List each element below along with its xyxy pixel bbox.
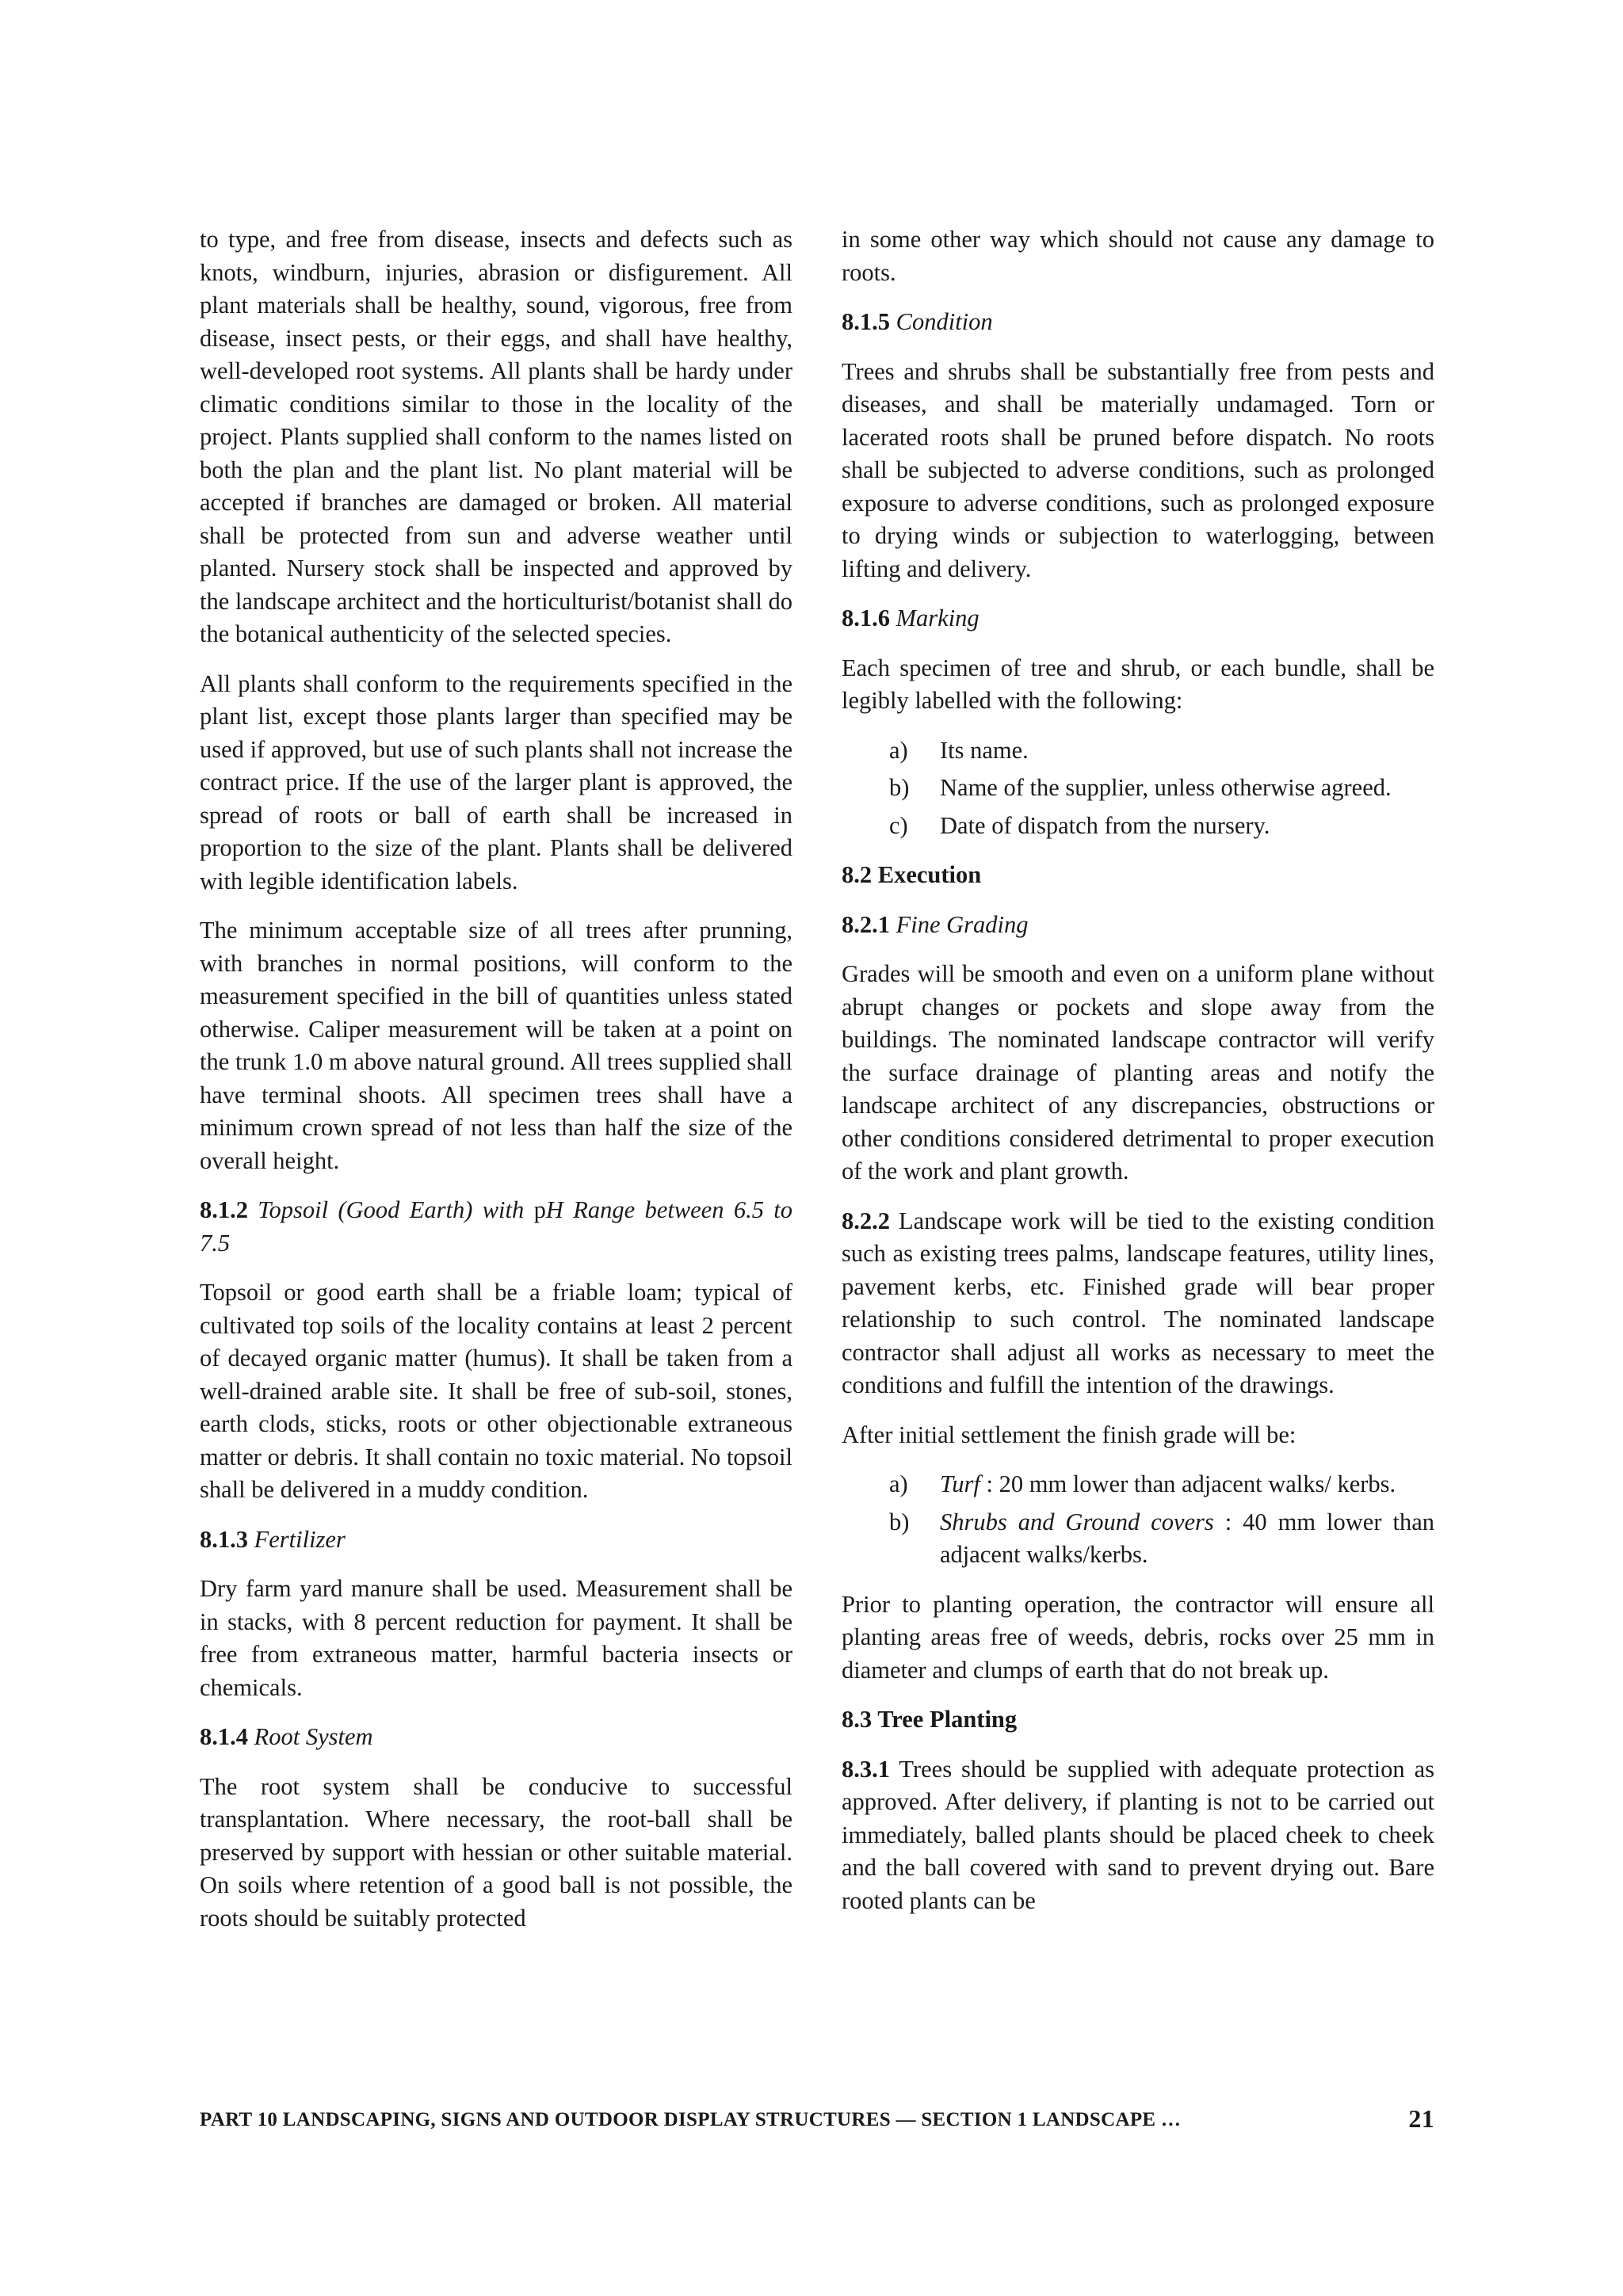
paragraph-root-system: The root system shall be conducive to successful transplantation. Where necessary, the root-ball shall be preserved by support with hessian or other suitable material. On soils where retention of a good ball is not possible, the roots should be suitably protected: [200, 1772, 792, 1932]
list-marker: b): [889, 774, 910, 801]
page-number: 21: [1408, 2104, 1434, 2133]
paragraph-fertilizer: Dry farm yard manure shall be used. Measurement shall be in stacks, with 8 percent reduction for payment. It shall be free from extraneous matter, harmful bacteria insects or chemicals.: [200, 1575, 792, 1701]
list-marker: b): [889, 1508, 910, 1535]
heading-8-1-3: [200, 1524, 792, 1557]
clause-number: 8.3.1: [842, 1755, 890, 1783]
list-item: [842, 1506, 1434, 1572]
heading-title: Topsoil (Good Earth) with: [258, 1196, 525, 1223]
heading-title-ph-p: p: [533, 1196, 546, 1223]
heading-8-1-2: [200, 1194, 792, 1260]
paragraph-8-2-2: [842, 1205, 1434, 1402]
heading-number: 8.1.4: [200, 1723, 248, 1750]
heading-8-2-execution: 8.2 Execution: [842, 861, 982, 888]
grade-list: [842, 1468, 1434, 1572]
right-column: [842, 223, 1434, 1934]
heading-title: Fine Grading: [896, 910, 1029, 938]
heading-title: Fertilizer: [254, 1525, 346, 1553]
heading-8-1-4: [200, 1721, 792, 1754]
paragraph-topsoil: Topsoil or good earth shall be a friable loam; typical of cultivated top soils of the locality contains at least 2 percent of decayed organic matter (humus). It shall be taken from a well-drained arable site. It shall be free of sub-soil, stones, earth clods, sticks, roots or other objectionable extraneous matter or debris. It shall contain no toxic material. No topsoil shall be delivered in a muddy condition.: [200, 1279, 792, 1503]
paragraph-finish-grade: After initial settlement the finish grade will be:: [842, 1421, 1296, 1448]
marking-list: [842, 734, 1434, 843]
list-item-text: : 20 mm lower than adjacent walks/ kerbs.: [980, 1470, 1396, 1497]
footer-running-title: PART 10 LANDSCAPING, SIGNS AND OUTDOOR DISPLAY STRUCTURES — SECTION 1 LANDSCAPE …: [200, 2109, 1182, 2130]
heading-8-1-6: [842, 602, 1434, 635]
paragraph-plant-quality: to type, and free from disease, insects and defects such as knots, windburn, injuries, abrasion or disfigurement. All plant materials shall be healthy, sound, vigorous, free from disease, insect pests, or their eggs, and shall have healthy, well-developed root systems. All plants shall be hardy under climatic conditions similar to those in the locality of the project. Plants supplied shall conform to the names listed on both the plan and the plant list. No plant material will be accepted if branches are damaged or broken. All material shall be protected from sun and adverse weather until planted. Nursery stock shall be inspected and approved by the landscape architect and the horticulturist/botanist shall do the botanical authenticity of the selected species.: [200, 226, 792, 647]
list-item-text: Name of the supplier, unless otherwise agreed.: [940, 774, 1392, 801]
paragraph-prior-to-planting: Prior to planting operation, the contractor will ensure all planting areas free of weeds, debris, rocks over 25 mm in diameter and clumps of earth that do not break up.: [842, 1590, 1434, 1684]
paragraph-root-protection: in some other way which should not cause any damage to roots.: [842, 226, 1434, 286]
list-item: [842, 734, 1434, 768]
heading-number: 8.1.6: [842, 605, 890, 631]
paragraph-condition: Trees and shrubs shall be substantially free from pests and diseases, and shall be materially undamaged. Torn or lacerated roots shall be pruned before dispatch. No roots shall be subjected to adverse conditions, such as prolonged exposure to adverse conditions, such as prolonged exposure to drying winds or subjection to waterlogging, between lifting and delivery.: [842, 357, 1434, 582]
paragraph-minimum-tree-size: The minimum acceptable size of all trees after prunning, with branches in normal positions, will conform to the measurement specified in the bill of quantities unless stated otherwise. Caliper measurement will be taken at a point on the trunk 1.0 m above natural ground. All trees supplied shall have terminal shoots. All specimen trees shall have a minimum crown spread of not less than half the size of the overall height.: [200, 917, 792, 1174]
heading-title-ph-h: H: [545, 1196, 563, 1223]
list-item-text: : 40 mm lower than adjacent walks/kerbs.: [940, 1508, 1434, 1568]
heading-8-3-tree-planting: 8.3 Tree Planting: [842, 1706, 1018, 1733]
heading-title: Condition: [896, 308, 993, 335]
list-item-text: Its name.: [940, 736, 1029, 764]
clause-text: Trees should be supplied with adequate protection as approved. After delivery, if planting is not to be carried out immediately, balled plants should be placed cheek to cheek and the ball covered with sand to prevent drying out. Bare rooted plants can be: [842, 1755, 1434, 1914]
list-item-term: Turf: [940, 1470, 980, 1497]
left-column: [200, 223, 792, 1951]
list-marker: c): [889, 811, 908, 839]
heading-8-2-1: [842, 909, 1434, 942]
list-marker: a): [889, 1470, 908, 1497]
heading-number: 8.1.5: [842, 308, 890, 335]
heading-number: 8.1.3: [200, 1525, 248, 1553]
paragraph-plant-size-requirements: All plants shall conform to the requirements specified in the plant list, except those plants larger than specified may be used if approved, but use of such plants shall not increase the contract price. If the use of the larger plant is approved, the spread of roots or ball of earth shall be increased in proportion to the size of the plant. Plants shall be delivered with legible identification labels.: [200, 669, 792, 894]
heading-title: Root System: [254, 1723, 373, 1750]
heading-8-1-5: [842, 306, 1434, 339]
list-item-term: Shrubs and Ground covers: [940, 1508, 1214, 1535]
heading-title-range: Range between 6.5 to 7.5: [200, 1196, 793, 1257]
heading-title: Marking: [896, 605, 980, 631]
list-item: [842, 772, 1434, 805]
list-item: [842, 810, 1434, 843]
paragraph-marking: Each specimen of tree and shrub, or each bundle, shall be legibly labelled with the following:: [842, 654, 1434, 714]
list-item: [842, 1468, 1434, 1501]
list-item-text: Date of dispatch from the nursery.: [940, 811, 1270, 839]
page-footer: [200, 2104, 1434, 2139]
clause-text: Landscape work will be tied to the existing condition such as existing trees palms, landscape features, utility lines, pavement kerbs, etc. Finished grade will bear proper relationship to such control. The nominated landscape contractor shall adjust all works as necessary to meet the conditions and fulfill the intention of the drawings.: [842, 1207, 1435, 1398]
paragraph-8-3-1: [842, 1753, 1434, 1918]
heading-number: 8.1.2: [200, 1196, 248, 1223]
paragraph-fine-grading: Grades will be smooth and even on a uniform plane without abrupt changes or pockets and slope away from the buildings. The nominated landscape contractor will verify the surface drainage of planting areas and notify the landscape architect of any discrepancies, obstructions or other conditions considered detrimental to proper execution of the work and plant growth.: [842, 960, 1434, 1184]
list-marker: a): [889, 736, 908, 764]
heading-number: 8.2.1: [842, 910, 890, 938]
clause-number: 8.2.2: [842, 1207, 890, 1234]
